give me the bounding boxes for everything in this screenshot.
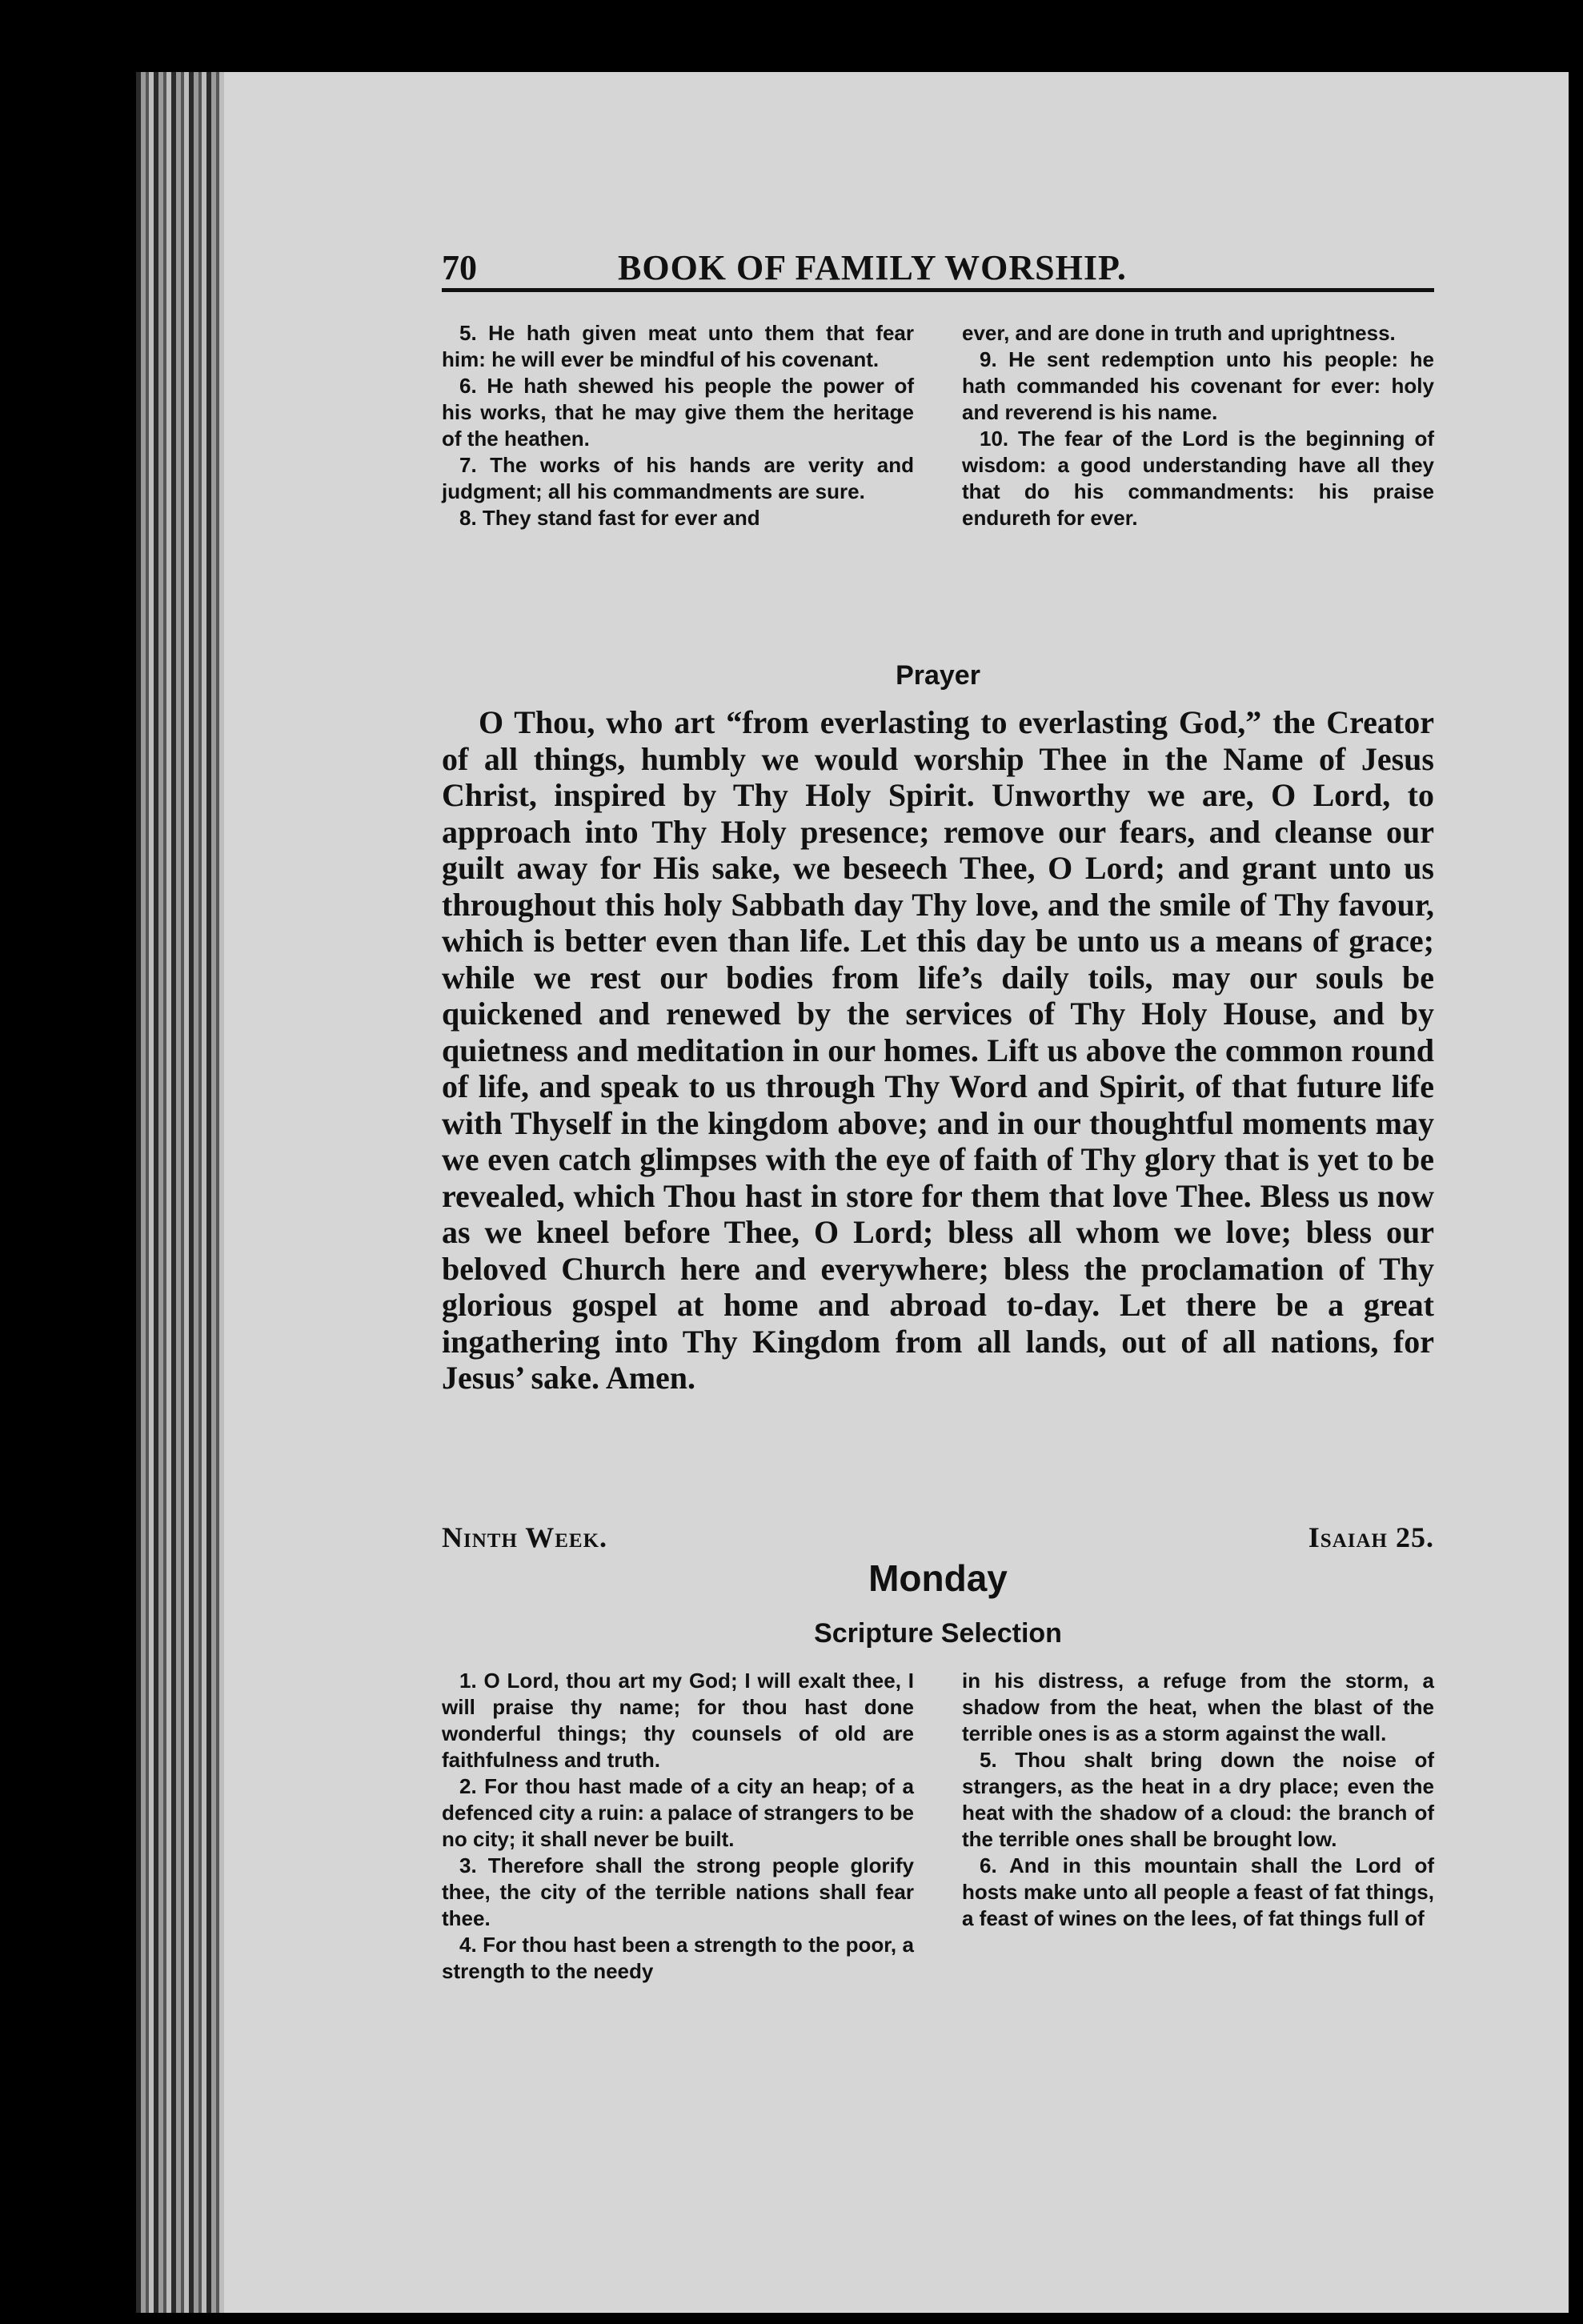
verse: 6. And in this mountain shall the Lord of hosts make unto all people a feast of fat things, a feast of wines on the lees, of fat things full of — [962, 1853, 1434, 1930]
verse: 7. The works of his hands are verity and judgment; all his commandments are sure. — [442, 453, 914, 503]
psalm-left-column — [442, 320, 914, 531]
verse: in his distress, a refuge from the storm, a shadow from the heat, when the blast of the terrible ones is as a storm against the wall. — [962, 1669, 1434, 1745]
verse: 4. For thou hast been a strength to the poor, a strength to the needy — [442, 1933, 914, 1983]
scripture-columns — [442, 1668, 1434, 1985]
book-title: BOOK OF FAMILY WORSHIP. — [618, 248, 1127, 287]
page-number: 70 — [442, 248, 477, 287]
scripture-left-column — [442, 1668, 914, 1985]
verse: 10. The fear of the Lord is the beginning of wisdom: a good understanding have all they that do his commandments: his praise endureth for ever. — [962, 427, 1434, 530]
psalm-right-column — [962, 320, 1434, 531]
verse: 6. He hath shewed his people the power of his works, that he may give them the heritage of the heathen. — [442, 374, 914, 451]
verse: 1. O Lord, thou art my God; I will exalt thee, I will praise thy name; for thou hast done wonderful things; thy counsels of old are faithfulness and truth. — [442, 1669, 914, 1772]
verse: 8. They stand fast for ever and — [459, 506, 760, 530]
week-label: Ninth Week. — [442, 1521, 608, 1553]
book-spine-edge — [136, 72, 224, 2313]
day-heading: Monday — [868, 1557, 1008, 1599]
verse: 5. Thou shalt bring down the noise of strangers, as the heat in a dry place; even the heat with the shadow of a cloud: the branch of the terrible ones shall be brought low. — [962, 1748, 1434, 1851]
selection-heading: Scripture Selection — [814, 1618, 1062, 1649]
verse: ever, and are done in truth and uprightness. — [962, 321, 1396, 345]
prayer-heading: Prayer — [896, 660, 980, 691]
verse: 2. For thou hast made of a city an heap; of a defenced city a ruin: a palace of strangers to be no city; it shall never be built. — [442, 1774, 914, 1851]
running-head — [442, 240, 1434, 292]
scripture-right-column — [962, 1668, 1434, 1985]
verse: 5. He hath given meat unto them that fear him: he will ever be mindful of his covenant. — [442, 321, 914, 371]
prayer-body: O Thou, who art “from everlasting to everlasting God,” the Creator of all things, humbly we would worship Thee in the Name of Jesus Christ, inspired by Thy Holy Spirit. Unworthy we are, O Lord, to approach into Thy Holy presence; remove our fears, and cleanse our guilt away for His sake, we beseech Thee, O Lord; and grant unto us throughout this holy Sabbath day Thy love, and the smile of Thy favour, which is better even than life. Let this day be unto us a means of grace; while we rest our bodies from life’s daily toils, may our souls be quickened and renewed by the services of Thy Holy House, and by quietness and meditation in our homes. Lift us above the common round of life, and speak to us through Thy Word and Spirit, of that future life with Thyself in the kingdom above; and in our thoughtful moments may we even catch glimpses with the eye of faith of Thy glory that is yet to be revealed, which Thou hast in store for them that love Thee. Bless us now as we kneel before Thee, O Lord; bless all whom we love; bless our beloved Church here and everywhere; bless the proclamation of Thy glorious gospel at home and abroad to-day. Let there be a great ingathering into Thy Kingdom from all lands, out of all nations, for Jesus’ sake. Amen. — [442, 704, 1434, 1396]
verse: 3. Therefore shall the strong people glorify thee, the city of the terrible nations shall fear thee. — [442, 1853, 914, 1930]
scripture-reference: Isaiah 25. — [1308, 1521, 1434, 1553]
verse: 9. He sent redemption unto his people: he hath commanded his covenant for ever: holy and reverend is his name. — [962, 347, 1434, 424]
psalm-columns — [442, 320, 1434, 531]
week-row — [442, 1521, 1434, 1554]
